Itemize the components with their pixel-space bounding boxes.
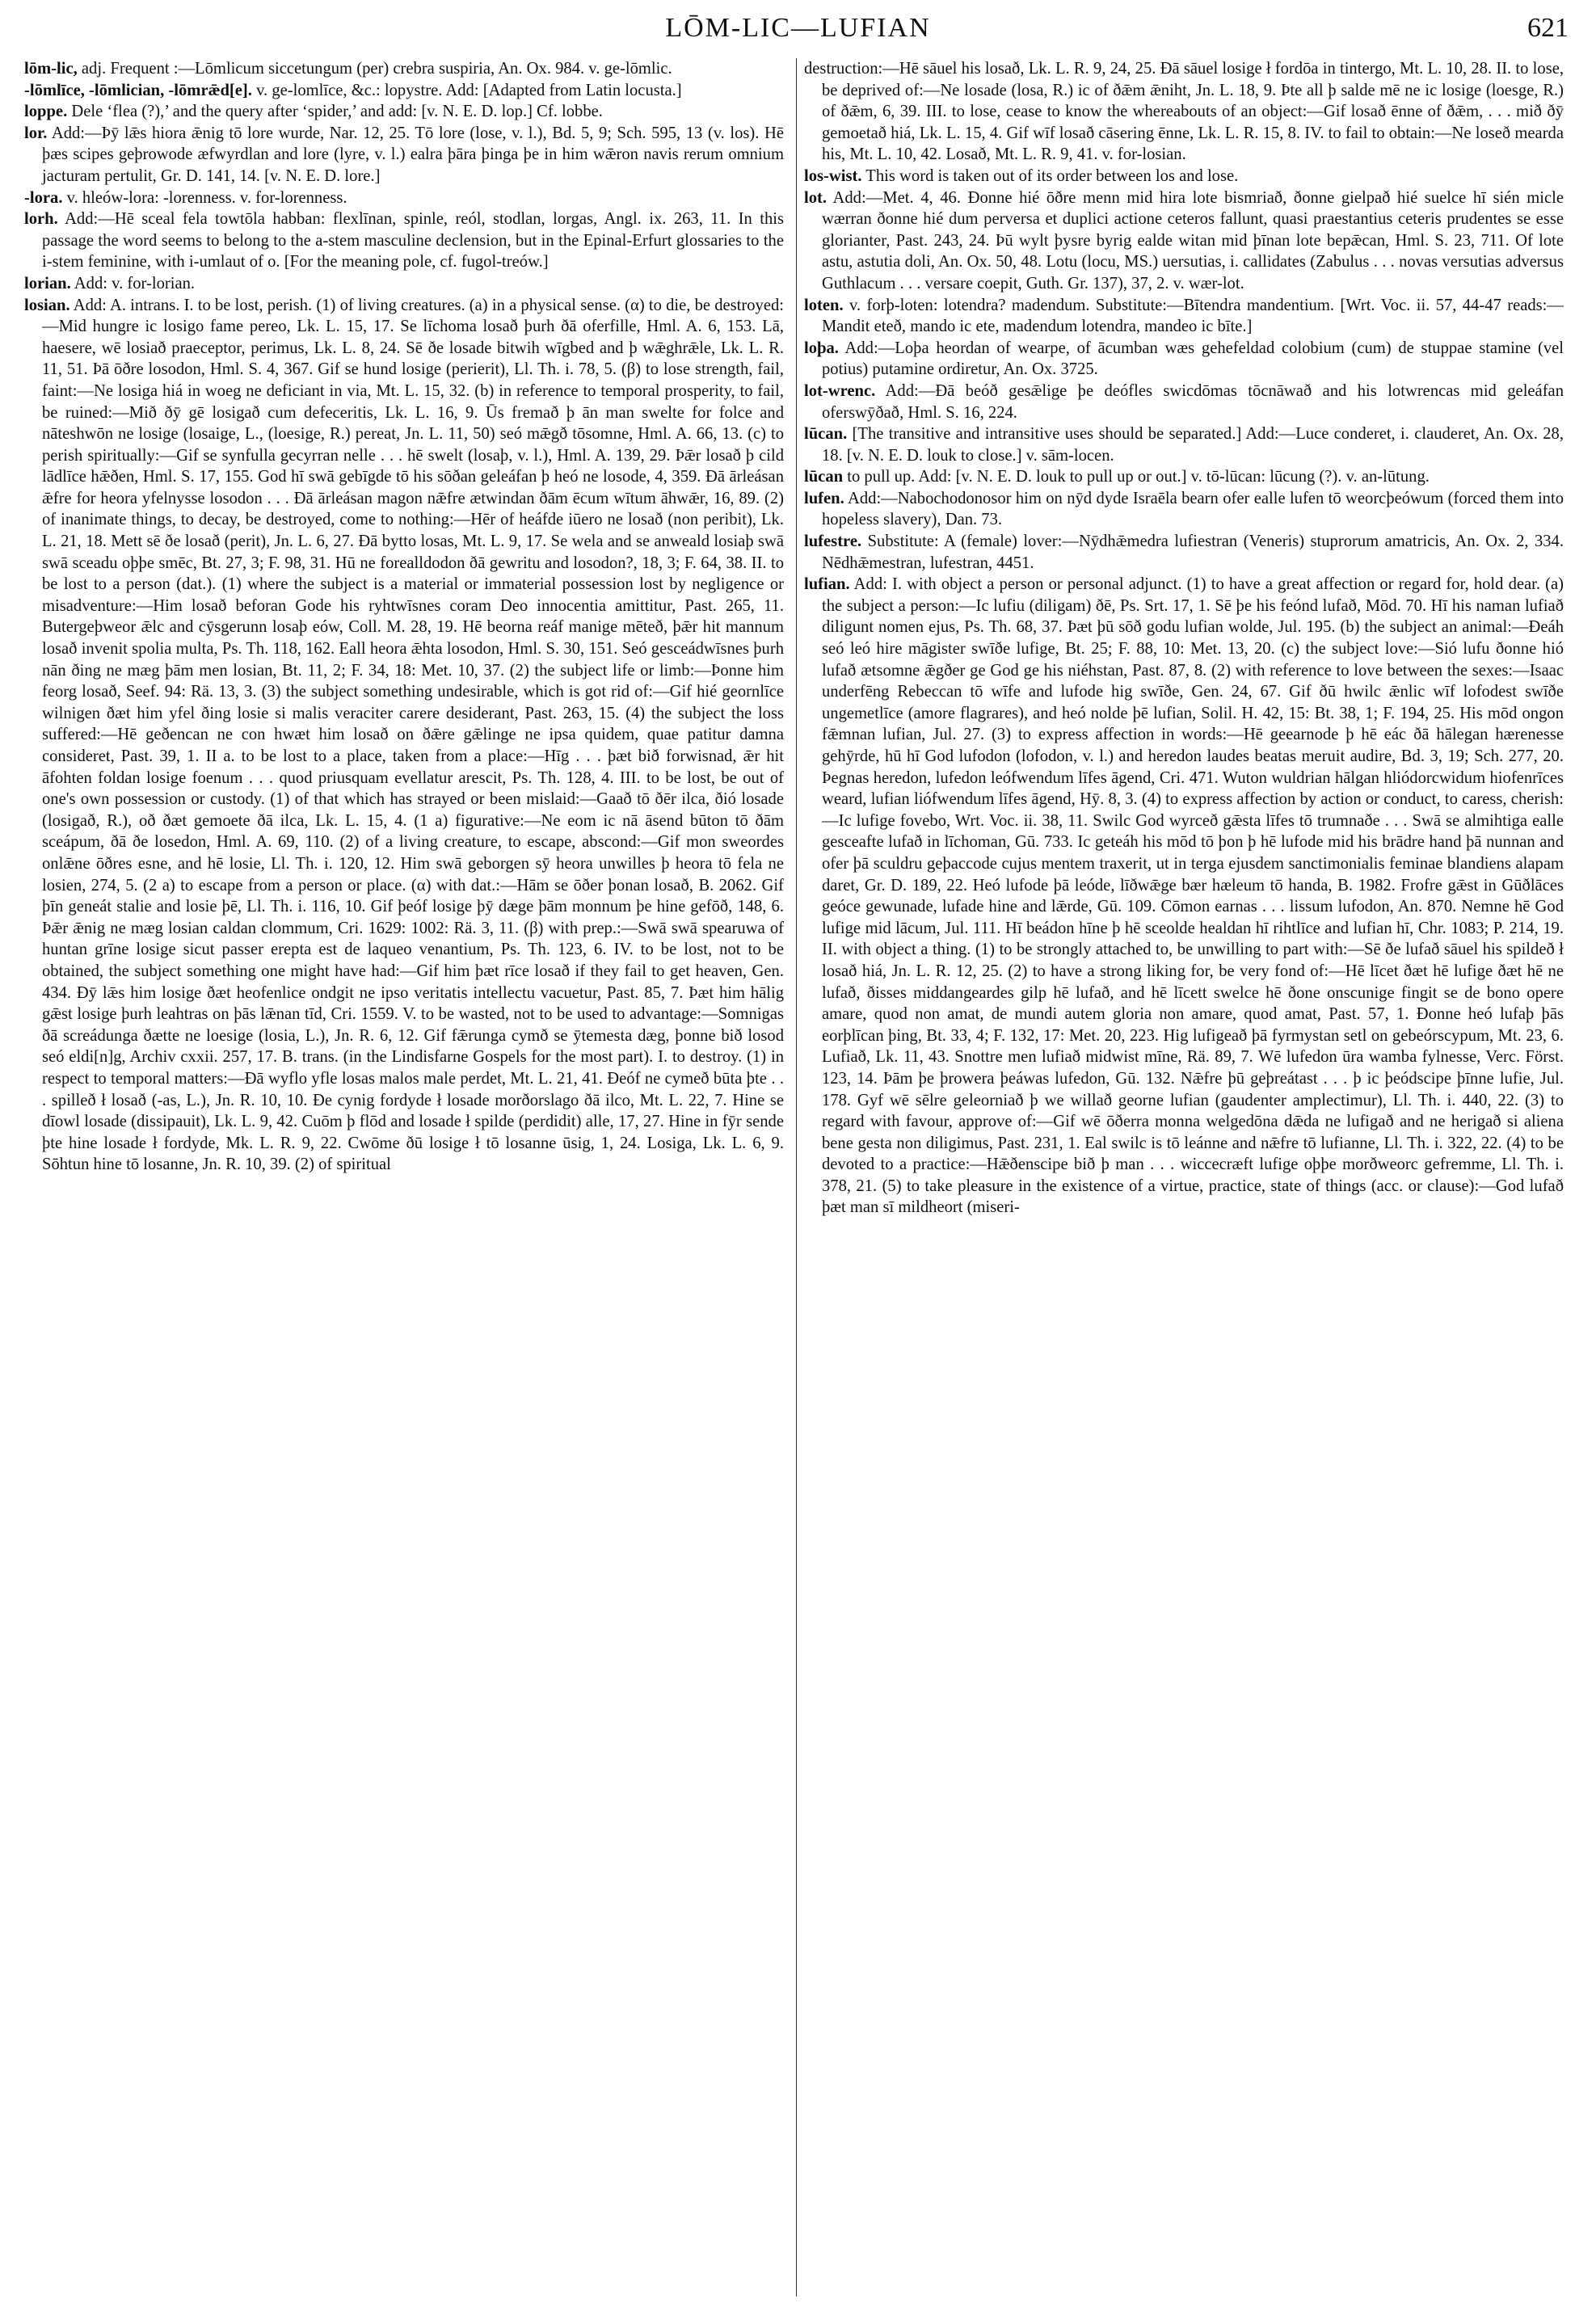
dictionary-entry (804, 381, 1564, 423)
entry-text: This word is taken out of its order between los and lose. (865, 166, 1239, 185)
dictionary-entry (804, 423, 1564, 466)
entry-headword: lorian. (24, 274, 71, 293)
entry-headword: lufen. (804, 489, 844, 507)
dictionary-entry (804, 338, 1564, 381)
entry-text: Add:—Nabochodonosor him on nȳd dyde Israēla bearn ofer ealle lufen tō weorcþeówum (forced them into hopeless slavery), Dan. 73. (822, 489, 1564, 529)
running-title: LŌM-LIC—LUFIAN (665, 13, 931, 43)
dictionary-entry (24, 273, 784, 295)
dictionary-entry (804, 187, 1564, 295)
dictionary-entry (24, 295, 784, 1176)
dictionary-entry (24, 58, 784, 80)
entry-text: destruction:—Hē sāuel his losað, Lk. L. R. 9, 24, 25. Ðā sāuel losige ł fordōa in tintergo, Mt. L. 10, 28. II. to lose, be deprived of:—Ne losade (losa, R.) ic of ðǣm ǣniht, Jn. L. 18, 9. Þte all þ salde mē ne ic losige (loesge, R.) of ðǣm, 6, 39. III. to lose, cease to know the whereabouts of an object:—Gif losað ēnne of ðǣm, . . . mið ðȳ gemoetað hiá, Lk. L. 15, 4. Gif wīf losað cāsering ēnne, Lk. L. R. 15, 8. IV. to fail to obtain:—Ne loseð mearda his, Mt. L. 10, 42. Losað, Mt. L. R. 9, 41. v. for-losian. (804, 60, 1564, 164)
right-column (804, 58, 1564, 2296)
entry-text: v. forþ-loten: lotendra? madendum. Substitute:—Bītendra mandentium. [Wrt. Voc. ii. 57, 44-47 reads:—Mandit eteð, mando ic ete, madendum lotendra, mandeo ic bīte.] (822, 296, 1564, 336)
dictionary-entry (24, 123, 784, 187)
left-column (24, 58, 784, 2296)
dictionary-entry (24, 187, 784, 209)
page-number: 621 (1527, 13, 1569, 43)
entry-text: v. hleów-lora: -lorenness. v. for-lorenness. (66, 188, 347, 207)
page-header (0, 0, 1596, 57)
entry-headword: -lōmlīce, -lōmlician, -lōmrǣd[e]. (24, 81, 252, 99)
entry-headword: lufian. (804, 575, 850, 594)
dictionary-entry (804, 531, 1564, 574)
entry-headword: loten. (804, 296, 844, 314)
entry-text: [The transitive and intransitive uses should be separated.] Add:—Luce conderet, i. clauderet, An. Ox. 28, 18. [v. N. E. D. louk to close.] v. sām-locen. (822, 425, 1564, 465)
entry-text: Add:—Met. 4, 46. Ðonne hié ōðre menn mid hira lote bismriað, ðonne gielpað hié suelce hī sién micle wærran ðonne hié dum perversa et duplici actione ceteros fallunt, quasi praestantius ceteris prudentes se esse glorianter, Past. 243, 24. Þū wylt þysre byrig ealde witan mid þīnan lote bepǣcan, Hml. S. 23, 711. Of lote astu, astutia doli, An. Ox. 50, 48. Lotu (locu, MS.) uersutias, i. callidates (Zabulus . . . novas versutias adversus Guthlacum . . . versare coepit, Guth. Gr. 137), 37, 2. v. wær-lot. (822, 188, 1564, 293)
entry-headword: lūcan (804, 468, 844, 486)
entry-text: Add:—Hē sceal fela towtōla habban: flexlīnan, spinle, reól, stodlan, lorgas, Angl. ix. 263, 11. In this passage the word seems to belong to the a-stem masculine declension, but in the Epinal-Erfurt glossaries to the i-stem feminine, with i-umlaut of o. [For the meaning pole, cf. fugol-treów.] (42, 210, 784, 272)
entry-headword: los-wist. (804, 166, 862, 185)
dictionary-entry (804, 295, 1564, 338)
entry-headword: lot-wrenc. (804, 381, 876, 400)
dictionary-entry (24, 80, 784, 102)
entry-text: Add: v. for-lorian. (74, 274, 196, 293)
entry-headword: loppe. (24, 103, 68, 121)
entry-headword: lūcan. (804, 425, 848, 444)
entry-text: Dele ‘flea (?),’ and the query after ‘spider,’ and add: [v. N. E. D. lop.] Cf. lobbe. (71, 103, 603, 121)
entry-headword: losian. (24, 296, 70, 314)
entry-headword: lorh. (24, 210, 58, 229)
entry-text: Add: A. intrans. I. to be lost, perish. (1) of living creatures. (a) in a physical sense. (α) to die, be destroyed:—Mid hungre ic losigo fame pereo, Lk. L. 15, 17. Se līchoma losað þurh ðā oferfille, Hml. A. 6, 153. Lā, haesere, wē losiað praeceptor, perimus, Lk. L. 8, 24. Sē ðe losade bitwih wīgbed and þ wǣghrǣle, Lk. L. R. 11, 51. Þā ōðre losodon, Hml. S. 4, 367. Gif se hund losige (perierit), Ll. Th. i. 78, 5. (β) to lose strength, fail, faint:—Ne losiga hiá in woeg ne deficiant in via, Mt. L. 15, 32. (b) in reference to temporal prosperity, to fail, be ruined:—Mið ðȳ gē losigað cum defeceritis, Lk. L. 16, 9. Ūs fremað þ ān man swelte for folce and nāteshwōn ne losige (losaige, L., (loesige, R.) pereat, Jn. L. 11, 50) seó mǣgð tōsomne, Hml. A. 66, 13. (c) to perish spiritually:—Gif se synfulla gecyrran nelle . . . hē swelt (losaþ, v. l.), Hml. A. 139, 29. Þǣr losað þ cild lādlīce hǣðen, Hml. S. 17, 155. God hī swā gebīgde tō his sōðan geleáfan þ heó ne losode, 4, 359. Ðā ārleásan ǣfre for heora yfelnysse losodon . . . Ðā ārleásan magon nǣfre ætwindan ðām ēcum wītum āhwǣr, 16, 89. (2) of inanimate things, to decay, be destroyed, come to nothing:—Hēr of heáfde iūero ne losað (non peribit), Lk. L. 21, 18. Mett sē ðe losað (perit), Jn. L. 6, 27. Ðā bytto losas, Mt. L. 9, 17. Se wela and se anweald losiaþ swā swā sceadu oþþe smēc, Bt. 27, 3; F. 98, 31. Hū ne forealldodon ðā gewritu and losodon?, 18, 3; F. 64, 38. II. to be lost to a person (dat.). (1) where the subject is a material or immaterial possession lost by negligence or misadventure:—Him losað beforan Gode his ryhtwīsnes coram Deo innocentia amittitur, Past. 265, 11. Butergeþweor ǣlc and cȳsgerunn losaþ eów, Coll. M. 28, 19. Hē beorna reáf manige mēteð, þǣr hit mannum losað invenit spolia multa, Ps. Th. 118, 162. Eall heora ǣhta losodon, Hml. S. 30, 151. Seó gesceádwīsnes þurh nān ðing ne mæg þām men losian, Bt. 11, 2; F. 34, 18: Met. 10, 37. (2) the subject life or limb:—Þonne him feorg losað, Seef. 94: Rä. 13, 3. (3) the subject something undesirable, which is got rid of:—Gif hié geornlīce wilnigen ðæt him yfel ðing losie si malis veraciter carere desiderant, Past. 263, 15. (4) the subject the loss suffered:—Hē geðencan ne con hwæt him losað on ðǣre gǣlinge ne ipsa quidem, quae patitur damna consideret, Past. 39, 1. II a. to be lost to a place, taken from a place:—Hīg . . . þæt bið forwisnad, ǣr hit āfohten foldan losige foenum . . . quod priusquam evellatur arescit, Ps. Th. 128, 4. III. to be lost, be out of one's own possession or custody. (1) of that which has strayed or been mislaid:—Gaað tō ðēr ilca, ðió losade (losigað, R.), oð ðæt gemoete ðā ilca, Lk. L. 15, 4. (1 a) figurative:—Ne eom ic nā āsend būton tō ðām sceápum, ðā ðe losedon, Hml. A. 69, 110. (2) of a living creature, to escape, abscond:—Gif mon sweordes onlǣne ōðres esne, and hē losie, Ll. Th. i. 120, 12. Him swā geborgen sȳ heora unwilles þ heora tō fela ne losien, 274, 5. (2 a) to escape from a person or place. (α) with dat.:—Hām se ōðer þonan losað, B. 2062. Gif þīn geneát stalie and losie þē, Ll. Th. i. 116, 10. Gif þeóf losige þȳ dæge þām monnum þe hine gefōð, 148, 6. Þǣr ǣnig ne mæg losian caldan clommum, Cri. 1629: 1002: Rä. 3, 11. (β) with prep.:—Swā swā spearuwa of huntan grīne losige sicut passer erepta est de laqueo venantium, Ps. Th. 123, 6. IV. to be lost, not to be obtained, the subject something one might have had:—Gif him þæt rīce losað if they fail to get heaven, Gen. 434. Ðȳ lǣs him losige ðæt heofenlice ondgit ne ipso veritatis intellectu vacuetur, Past. 85, 7. Þæt him hālig gǣst losige þurh leahtras on þās lǣnan tīd, Cri. 1559. V. to be wasted, not to be used to advantage:—Somnigas ðā screádunga ðætte ne loesige (losia, L.), Jn. R. 6, 12. Gif fǣrunga cymð se ȳtemesta dæg, þonne bið losod seó eldi[n]g, Archiv cxxii. 257, 17. B. trans. (in the Lindisfarne Gospels for the most part). I. to destroy. (1) in respect to temporal matters:—Ðā wyflo yfle losas malos male perdet, Mt. L. 21, 41. Ðeóf ne cymeð būta þte . . . spilleð ł losað (-as, L.), Jn. R. 10, 10. Ðe cynig fordyde ł losade morðorslago ðā ilco, Mt. L. 22, 7. Hine se dīowl losade (dissipauit), Lk. L. 9, 42. Cuōm þ flōd and losade ł spilde (perdidit) alle, 17, 27. Hine in fȳr sende þte hine losade ł fordyde, Mk. L. R. 9, 22. Cwōme ðū losige ł tō losanne ūsig, 1, 24. Losiga, Lk. L. 6, 9. Sōhtun hine tō losanne, Jn. R. 10, 39. (2) of spiritual (42, 296, 784, 1174)
entry-headword: -lora. (24, 188, 63, 207)
dictionary-entry (804, 166, 1564, 187)
dictionary-entry (24, 208, 784, 273)
entry-headword: lōm-lic, (24, 60, 78, 78)
dictionary-entry (804, 488, 1564, 531)
entry-headword: lufestre. (804, 532, 862, 551)
entry-headword: loþa. (804, 339, 839, 357)
dictionary-entry (804, 466, 1564, 488)
entry-headword: lot. (804, 188, 827, 207)
entry-text: adj. Frequent :—Lōmlicum siccetungum (per) crebra suspiria, An. Ox. 984. v. ge-lōmlic. (81, 60, 672, 78)
column-divider (796, 58, 797, 2296)
entry-text: Add: I. with object a person or personal adjunct. (1) to have a great affection or regard for, hold dear. (a) the subject a person:—Ic lufiu (diligam) ðē, Ps. Srt. 17, 1. Sē þe his feónd lufað, Mōd. 70. Hī his naman lufiað diligunt nomen ejus, Ps. Th. 68, 37. Þæt þū sōð godu lufian wolde, Jul. 195. (b) the subject an animal:—Ðeáh seó leó hire māgister swīðe lufige, Bt. 25; F. 88, 10: Met. 13, 20. (c) the subject love:—Sió lufu ðonne hió lufað ætsomne ǣgðer ge God ge his niéhstan, Past. 87, 8. (2) with reference to love between the sexes:—Isaac underfēng Rebeccan tō wīfe and lufode hig swīðe, Gen. 24, 67. Gif ðū hwilc ǣnlic wīf lofodest swīðe ungemetlīce (amore flagrares), and heó nolde þē lufian, Solil. H. 42, 15: Bt. 38, 1; F. 194, 25. His mōd ongon fǣmnan lufian, Jul. 27. (3) to express affection in words:—Hē geearnode þ hē eác ðā hālegan hærenesse gehȳrde, hū hī God lufodon (lofodon, v. l.) and heredon laudes beatas meruit audire, Bd. 3, 19; Sch. 277, 20. Þegnas heredon, lufedon leófwendum līfes āgend, Cri. 471. Wuton wuldrian hālgan hliódorcwidum hiofenrīces weard, lufian liófwendum līfes āgend, Hȳ. 8, 3. (4) to express affection by action or conduct, to caress, cherish:—Ic lufige fovebo, Wrt. Voc. ii. 38, 11. Swilc God wyrceð gǣsta līfes tō trumnaðe . . . Swā se almihtiga ealle gesceafte lufað in līchoman, Gū. 733. Ic geteáh his mōd tō þon þ hē lufode mid his brādre hand þā nunnan and ofer þā sculdru geþaccode cujus mentem traxerit, ut in terga ejusdem sanctimonialis feminae blandiens alapam daret, Gr. D. 189, 22. Heó lufode þā leóde, līðwǣge bær hæleum tō handa, B. 1982. Frofre gǣst in Gūðlāces geóce gewunade, lufade hine and lǣrde, Gū. 109. Cōmon earnas . . . lissum lufodon, An. 870. Nemne hē God lufige mid lācum, Jul. 111. Hī beádon hīne þ hē sceolde healdan hī rihtlīce and lufian hī, Chr. 1083; P. 214, 19. II. with object a thing. (1) to be strongly attached to, be unwilling to part with:—Sē ðe lufað sāuel his spildeð ł losað hiá, Jn. L. R. 12, 25. (2) to have a strong liking for, be very fond of:—Hē līcet ðæt hē lufige ðæt hē ne lufað, ðisses middangeardes gilp hē lufað, and hē līcett swelce hē ðone onscunige fingit se de bono opere amare, quod non amat, de mundi autem gloria non amare, quod amat, Past. 57, 1. Ðonne heó lufaþ þās eorþlīcan þing, Bt. 33, 4; F. 132, 17: Met. 20, 223. Hig lufigeað þā fyrmystan setl on gebeórscypum, Mt. 23, 6. Lufiað, Lk. 11, 43. Snottre men lufiað midwist mīne, Rä. 89, 7. Wē lufedon ūra wamba fylnesse, Verc. Först. 123, 14. Þām þe þrowera þeáwas lufedon, Gū. 132. Nǣfre þū geþreátast . . . þ ic þeódscipe þīnne lufie, Jul. 178. Gyf wē sēlre geleorniað þ we willað georne lufian (gaudenter amplectimur), Ll. Th. i. 440, 22. (3) to regard with favour, approve of:—Gif wē ōðerra monna welgedōna dǣda ne lufigað and ne herigað si aliena bene gesta non diligimus, Past. 231, 1. Eal swilc is tō leánne and nǣfre tō lufianne, Ll. Th. i. 322, 22. (4) to be devoted to a practice:—Hǣðenscipe bið þ man . . . wiccecræft lufige oþþe morðweorc gefremme, Ll. Th. i. 378, 21. (5) to take pleasure in the existence of a virtue, practice, state of things (acc. or clause):—God lufað þæt man sī mildheort (miseri- (822, 575, 1564, 1217)
entry-text: v. ge-lomlīce, &c.: lopystre. Add: [Adapted from Latin locusta.] (256, 81, 682, 99)
entry-text: to pull up. Add: [v. N. E. D. louk to pull up or out.] v. tō-lūcan: lūcung (?). v. an-lūtung. (847, 468, 1430, 486)
entry-text: Substitute: A (female) lover:—Nȳdhǣmedra lufiestran (Veneris) stuprorum amatricis, An. Ox. 2, 334. Nēdhǣmestran, lufestran, 4451. (822, 532, 1564, 572)
dictionary-entry (804, 58, 1564, 166)
entry-text: Add:—Þȳ lǣs hiora ǣnig tō lore wurde, Nar. 12, 25. Tō lore (lose, v. l.), Bd. 5, 9; Sch. 595, 13 (v. los). Hē þæs scipes geþrowode æfwyrdlan and lore (lyre, v. l.) ealra þāra þinga þe in him wǣron navis rerum omnium jacturam pertulit, Gr. D. 141, 14. [v. N. E. D. lore.] (42, 124, 784, 185)
entry-text: Add:—Ðā beóð gesǣlige þe deófles swicdōmas tōcnāwað and his lotwrencas mid geleáfan oferswȳðað, Hml. S. 16, 224. (822, 381, 1564, 422)
dictionary-entry (24, 101, 784, 123)
entry-headword: lor. (24, 124, 48, 142)
dictionary-entry (804, 574, 1564, 1219)
entry-text: Add:—Loþa heordan of wearpe, of ācumban wæs gehefeldad colobium (cum) de stuppae stamine (vel potius) putamine ordiretur, An. Ox. 3725. (822, 339, 1564, 379)
